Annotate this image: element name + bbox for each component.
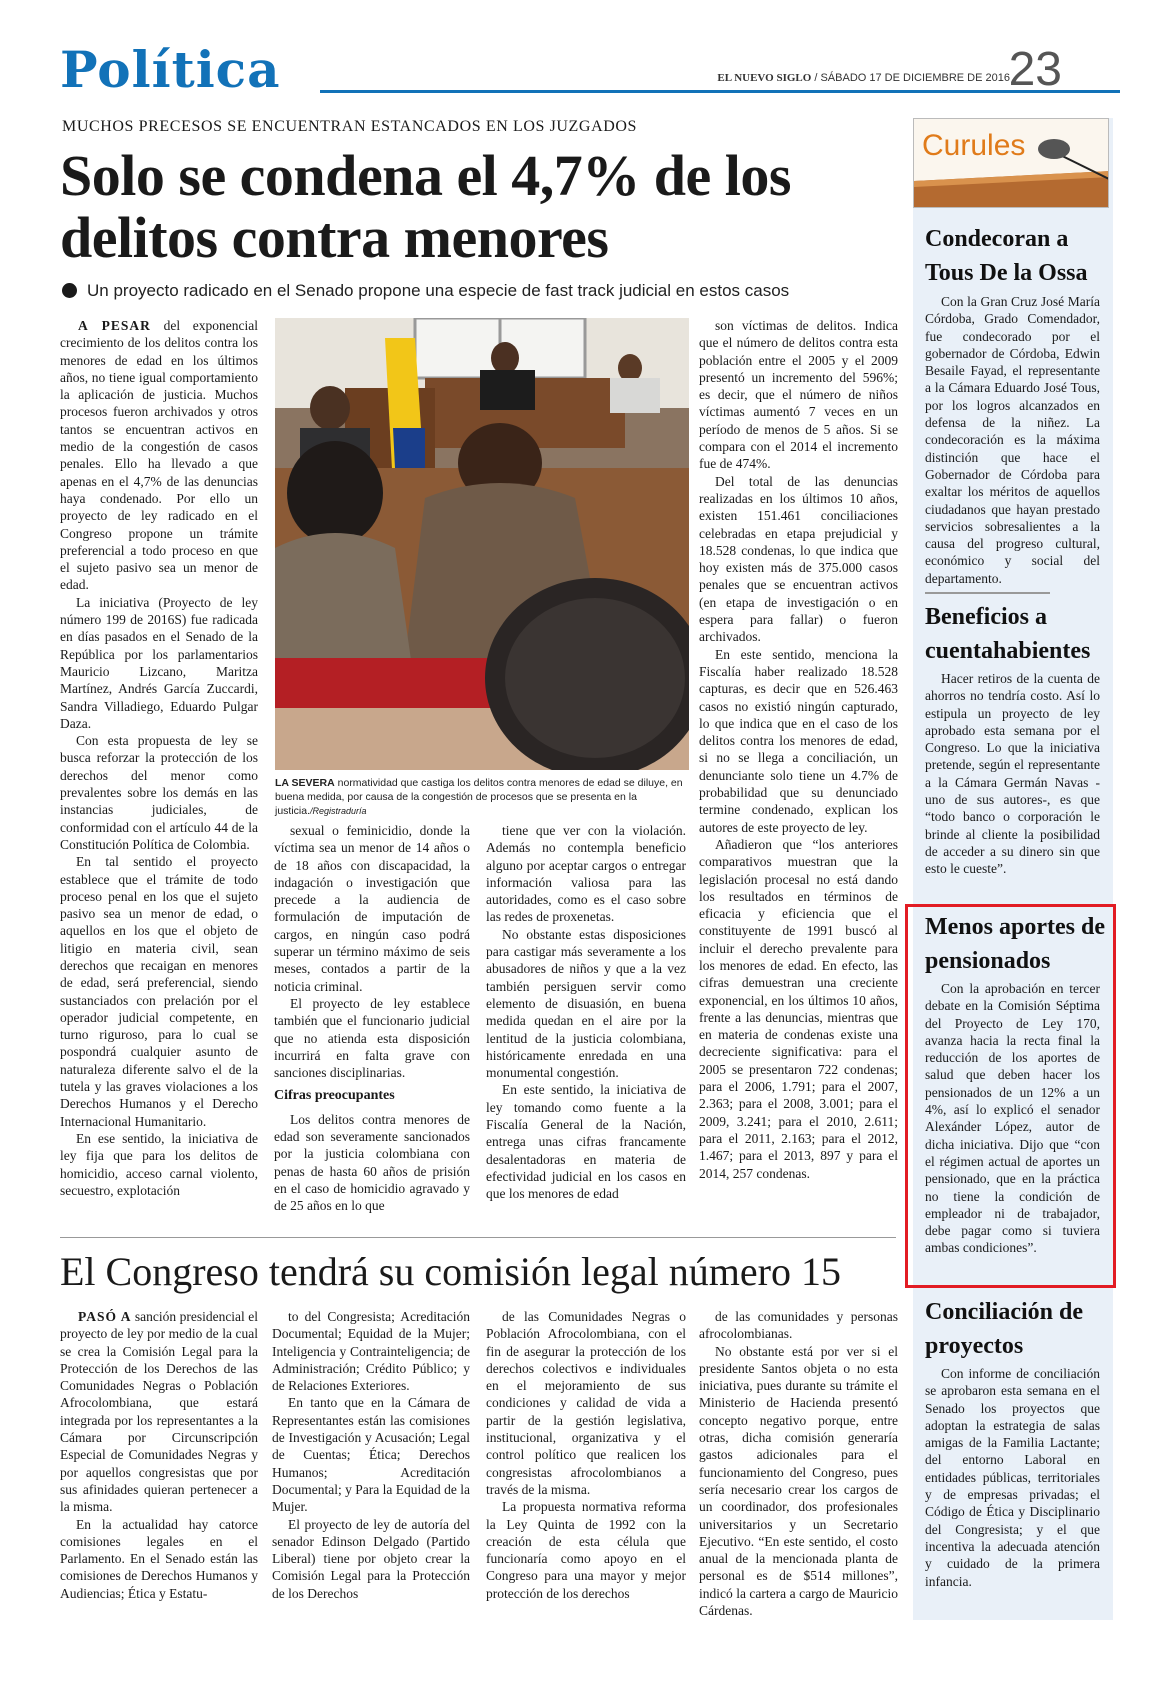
caption-text: normatividad que castiga los delitos contra menores de edad se diluye, en buena medida, por causa de la congestión de procesos que se presenta en la justicia. [275,777,683,817]
curules-banner [913,118,1109,208]
paragraph: sexual o feminicidio, donde la víctima sea un menor de 14 años o de 18 años con discapacidad, la indagación o investigación que precede a la audiencia de formulación de imputación de cargos, en ningún caso podrá superar un término máximo de seis meses, contados a partir de la noticia criminal. [274,823,470,994]
paragraph: Los delitos contra menores de edad son severamente sancionados por la justicia colombiana con penas de hasta 60 años de prisión en el caso de homicidio agravado y de 25 años en lo que [274,1111,470,1214]
subhead-text: Un proyecto radicado en el Senado propone una especie de fast track judicial en estos casos [87,281,790,300]
paragraph: Con esta propuesta de ley se busca reforzar la protección de los derechos del menor como prevalentes sobre los demás en las instancias judiciales, de conformidad con el artículo 44 de la Constitución Política de Colombia. [60,733,258,852]
paragraph: La propuesta normativa reforma la Ley Quinta de 1992 con la creación de esta célula que funcionaría como apoyo en el Congreso para una mayor y mejor protección de los derechos [486,1499,686,1601]
paragraph: to del Congresista; Acreditación Documental; Equidad de la Mujer; Inteligencia y Contrainteligencia; de Administración; Crédito Público; y de Relaciones Exteriores. [272,1309,470,1394]
story-headline: Solo se condena el 4,7% de los delitos contra menores [60,143,791,270]
paragraph: En tal sentido el proyecto establece que el trámite de todo proceso penal en los que el sujeto pasivo sea un menor de edad, o aquellos en los que el objeto de litigio en materia civil, sean derechos que recaigan en menores de edad, será preferencial, siendo sustanciados con prelación por el operador judicial competente, en turno riguroso, para lo cual se pospondrá cualquier asunto de naturaleza diferente salvo el de la tutela y las graves violaciones a los Derechos Humanos y el Derecho Internacional Humanitario. [60,854,258,1129]
section-subhead: Cifras preocupantes [274,1088,395,1104]
paragraph: No obstante está por ver si el presidente Santos objeta o no esta iniciativa, pues durante su trámite el Ministerio de Hacienda presentó concepto negativo porque, entre otras, dicha comisión generaría gastos adicionales para el funcionamiento del Congreso, pues sería necesario crear los cargos de un coordinador, dos profesionales universitarios y un Secretario Ejecutivo. “En este sentido, el costo anual de la mencionada planta de personal es de $514 millones”, indicó la cartera a cargo de Mauricio Cárdenas. [699,1343,898,1619]
story-column-2 [274,822,470,1225]
paragraph: Hacer retiros de la cuenta de ahorros no tendría costo. Así lo estipula un proyecto de ley aprobado esta semana por el Congreso. Lo que la iniciativa pretende, según el representante a la Cámara Germán Navas -uno de sus autores-, es que “todo banco o corporación le brinde al cliente la posibilidad de acceder a su dinero sin que esto le cueste”. [925,671,1100,877]
curules-label: Curules [922,129,1026,162]
second-story-column-4 [699,1308,898,1620]
paragraph-text: sanción presidencial el proyecto de ley por medio de la cual se crea la Comisión Legal para la Protección de los Derechos de las Comunidades Negras o Población Afrocolombiana, que estará integrada por los representantes a la Cámara por Circunscripción Especial de Comunidades Negras y por aquellos congresistas que por sus afinidades quieran pertenecer a la misma. [60,1309,258,1515]
sidebar-headline: Condecoran a Tous De la Ossa [925,226,1088,286]
paragraph [60,1308,258,1516]
highlight-frame [905,904,1116,1288]
photo-credit: /Registraduría [310,806,367,816]
story-column-4 [699,317,898,1225]
paragraph: Con informe de conciliación se aprobaron esta semana en el Senado los proyectos que adoptan la estrategia de salas amigas de la Familia Lactante; del entorno Laboral en entidades públicas, territoriales y de empresas privadas; el Código de Ética y Disciplinario del Congresista; y el que incentiva la adecuada atención y cuidado de la primera infancia. [925,1366,1100,1589]
sidebar-text [925,1365,1100,1610]
paragraph: son víctimas de delitos. Indica que el número de delitos contra esta población entre el 2005 y el 2009 presentó un incremento del 596%; es decir, que el número de niños víctimas aumentó 7 veces en un período de menos de 5 años. Si se compara con el 2014 el incremento fue de 474%. [699,318,898,472]
paragraph: En este sentido, menciona la Fiscalía haber realizado 18.528 capturas, es decir que en 526.463 casos no existió ningún capturado, lo que indica que en el caso de los delitos contra los menores de edad, si no se llega a conciliación, un denunciante solo tiene un 4.7% de probabilidad que su denunciado termine condenado, explican los autores de este proyecto de ley. [699,646,898,835]
paragraph: La iniciativa (Proyecto de ley número 199 de 2016S) fue radicada en días pasados en el Senado de la República por los parlamentarios Mauricio Lizcano, Maritza Martínez, Andrés García Zuccardi, Sandra Villadiego, Eduardo Pulgar Daza. [60,594,258,731]
run-in: A PESAR [78,318,151,333]
sidebar-text [925,670,1100,890]
paragraph: En ese sentido, la iniciativa de ley fija que para los delitos de homicidio, acceso carnal violento, secuestro, explotación [60,1130,258,1198]
second-story-headline: El Congreso tendrá su comisión legal número 15 [60,1249,841,1294]
sidebar-headline: Menos aportes de pensionados [925,914,1105,974]
issue-date: / SÁBADO 17 DE DICIEMBRE DE 2016 [814,72,1010,84]
caption-lead: LA SEVERA [275,777,335,789]
paragraph-text: del exponencial crecimiento de los delitos contra los menores de edad en los últimos años, no tiene igual comportamiento la aplicación de justicia. Muchos procesos fueron archivados y otros tantos se encuentran activos en medio de la congestión de casos penales. Ello ha llevado a que apenas en el 4,7% de las denuncias haya condenado. Por ello un proyecto de ley radicado en el Congreso propone un trámite preferencial a todo proceso en que el sujeto pasivo sea un menor de edad. [60,318,258,593]
paragraph [60,317,258,594]
masthead [60,40,1120,100]
paragraph: Del total de las denuncias realizadas en los últimos 10 años, existen 151.461 conciliaciones celebradas en etapa prejudicial y 18.528 condenas, lo que indica que hoy existen más de 375.000 casos penales que se encuentran activos (en etapa de investigación o en espera para fallar) o fueron archivados. [699,473,898,645]
section-title: Política [60,40,281,99]
bullet-icon [62,283,77,298]
paragraph: En este sentido, la iniciativa de ley tomando como fuente a la Fiscalía General de la Nación, entrega unas cifras francamente desalentadoras en materia de efectividad judicial en los casos en que los menores de edad [486,1082,686,1202]
paragraph: Añadieron que “los anteriores comparativos muestran que la legislación procesal no está dando los resultados en términos de eficacia y eficiencia que el constituyente de 1991 buscó al incluir el derecho prevalente para los menores de edad. En efecto, las cifras demuestran una creciente exponencial, en los últimos 10 años, frente a las denuncias, mientras que en materia de condenas existe una decreciente significativa: para el 2005 se presentaron 722 condenas; para el 2006, 1.791; para el 2007, 2.363; para el 2008, 3.001; para el 2009, 3.241; para el 2010, 2.611; para el 2011, 2.163; para el 2012, 1.467; para el 2013, 897 y para el 2014, 257 condenas. [699,836,898,1181]
paragraph: No obstante estas disposiciones para castigar más severamente a los abusadores de niños y que a la vez también persiguen servir como elemento de disuasión, en buena medida quedan en el aire por la lentitud de la justicia colombiana, históricamente enredada en una monumental congestión. [486,926,686,1081]
second-story-column-3 [486,1308,686,1620]
sidebar-text [925,293,1100,586]
paragraph: de las Comunidades Negras o Población Afrocolombiana, con el fin de asegurar la protección de los derechos colectivos e individuales en el mejoramiento de sus condiciones y calidad de vida a partir de la gestión legislativa, institucional, organizativa y el control político que realicen los congresistas afrocolombianos a través de la misma. [486,1309,686,1497]
masthead-info [717,72,1010,84]
sidebar-headline: Conciliación de proyectos [925,1299,1084,1359]
photo-caption [275,776,685,818]
second-story-column-1 [60,1308,258,1620]
paragraph: El proyecto de ley establece también que el funcionario judicial que no atienda esta disposición incurrirá en falta grave con sanciones disciplinarias. [274,995,470,1081]
masthead-rule [320,90,1120,93]
story-kicker: MUCHOS PRECESOS SE ENCUENTRAN ESTANCADOS EN LOS JUZGADOS [62,118,638,135]
page-number: 23 [1008,43,1062,96]
run-in: PASÓ A [78,1309,132,1324]
story-column-3 [486,822,686,1225]
sidebar-divider [925,592,1050,594]
paragraph: En tanto que en la Cámara de Representantes están las comisiones de Investigación y Acusación; Legal de Cuentas; Ética; Derechos Humanos; Acreditación Documental; y Para la Equidad de la Mujer. [272,1395,470,1515]
courtroom-photo [275,318,689,770]
paragraph: Con la Gran Cruz José María Córdoba, Grado Comendador, fue condecorado por el gobernador de Córdoba, Edwin Besaile Fayad, el representante a la Cámara Eduardo José Tous, por los logros alcanzados en defensa de la niñez. La condecoración es la máxima distinción que hace el Gobernador de Córdoba para exaltar los méritos de aquellos ciudadanos que hayan prestado servicios sobresalientes a la causa del progreso cultural, económico y social del departamento. [925,294,1100,586]
paragraph: tiene que ver con la violación. Además no contempla beneficio alguno por aceptar cargos o entregar información valiosa para las autoridades, como es el caso sobre las redes de proxenetas. [486,823,686,925]
paragraph: En la actualidad hay catorce comisiones legales en el Parlamento. En el Senado están las comisiones de Derechos Humanos y Audiencias; Ética y Estatu- [60,1516,258,1601]
story-divider [60,1237,896,1238]
paragraph: de las comunidades y personas afrocolombianas. [699,1309,898,1342]
paragraph: El proyecto de ley de autoría del senador Edinson Delgado (Partido Liberal) tiene por objeto crear la Comisión Legal para la Protección de los Derechos [272,1516,470,1601]
story-subhead [62,281,902,301]
sidebar-headline: Beneficios a cuentahabientes [925,604,1091,664]
story-column-1 [60,317,258,1225]
second-story-column-2 [272,1308,470,1620]
courtroom-photo-image [275,318,689,770]
paragraph: Con la aprobación en tercer debate en la Comisión Séptima del Proyecto de Ley 170, avanza hacia la recta final la reducción de los aportes de salud que deben hacer los pensionados de un 12% a un 4%, así lo explicó el senador Alexánder López, autor de dicha iniciativa. Dijo que “con el régimen actual de aportes un pensionado, que en la práctica no tiene la condición de empleador ni de trabajador, debe pagar como si tuviera ambas condiciones”. [925,981,1100,1256]
newspaper-name: EL NUEVO SIGLO [717,72,812,84]
